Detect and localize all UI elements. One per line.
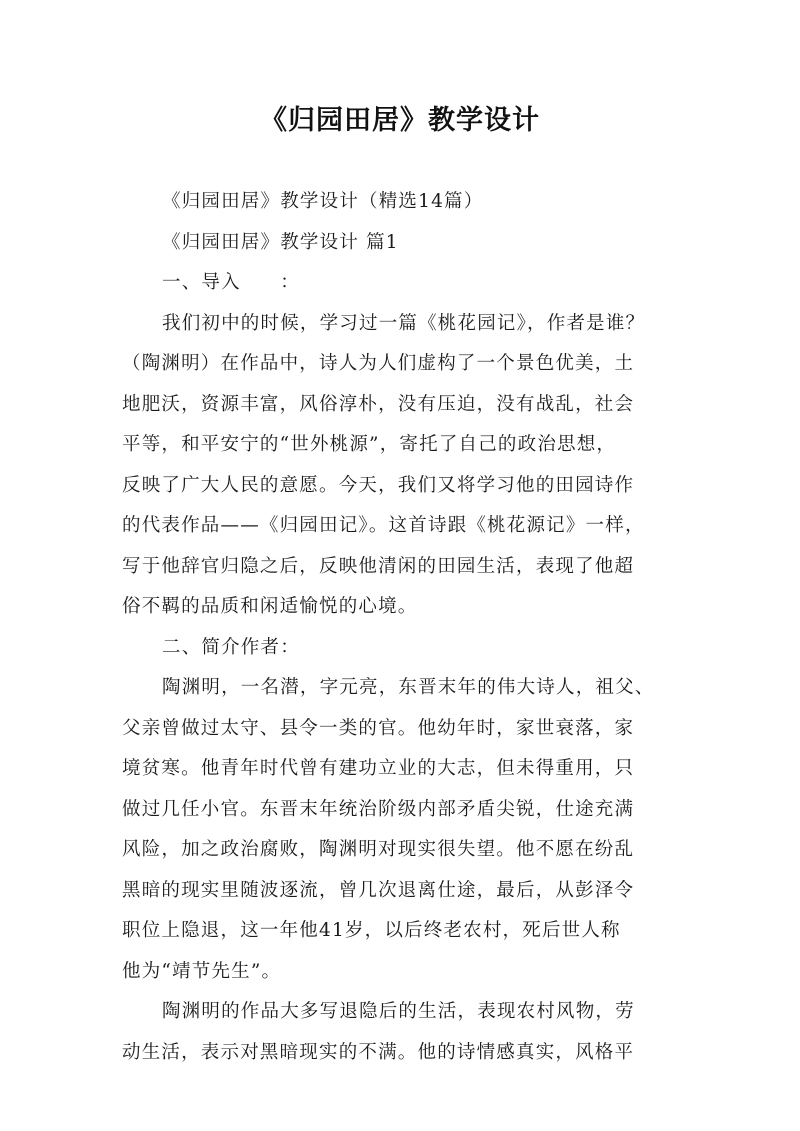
paragraph-line: 动生活，表示对黑暗现实的不满。他的诗情感真实，风格平 [122, 1041, 635, 1063]
document-title: 《归园田居》教学设计 [260, 105, 540, 136]
section-heading-line: 《归园田居》教学设计 篇1 [162, 231, 399, 253]
paragraph-line: 平等，和平安宁的“世外桃源”，寄托了自己的政治思想， [122, 434, 617, 455]
paragraph-line: 父亲曾做过太守、县令一类的官。他幼年时，家世衰落，家 [122, 717, 635, 739]
document-body [122, 182, 692, 1073]
paragraph-line: 我们初中的时候，学习过一篇《桃花园记》，作者是谁？ [162, 312, 646, 334]
paragraph-line: 反映了广大人民的意愿。今天，我们又将学习他的田园诗作 [122, 474, 635, 496]
heading-intro: 一、导入 ： [162, 272, 300, 293]
paragraph-line: 做过几任小官。东晋末年统治阶级内部矛盾尖锐，仕途充满 [122, 798, 635, 820]
paragraph-line: 职位上隐退，这一年他41岁，以后终老农村，死后世人称 [122, 920, 621, 941]
heading-author: 二、简介作者： [162, 636, 300, 658]
paragraph-line: 写于他辞官归隐之后，反映他清闲的田园生活，表现了他超 [122, 555, 635, 577]
paragraph-line: 黑暗的现实里随波逐流，曾几次退离仕途，最后，从彭泽令 [122, 879, 635, 901]
paragraph-line: 俗不羁的品质和闲适愉悦的心境。 [122, 596, 418, 617]
paragraph-line: 地肥沃，资源丰富，风俗淳朴，没有压迫，没有战乱，社会 [122, 393, 635, 415]
paragraph-line: 他为“靖节先生”。 [122, 960, 282, 982]
paragraph-line: 的代表作品——《归园田记》。这首诗跟《桃花源记》一样， [122, 515, 645, 536]
paragraph-line: 陶渊明的作品大多写退隐后的生活，表现农村风物，劳 [162, 1001, 635, 1022]
paragraph-line: 陶渊明，一名潜，字元亮，东晋末年的伟大诗人，祖父、 [162, 677, 655, 698]
paragraph-line: （陶渊明）在作品中，诗人为人们虚构了一个景色优美，土 [122, 353, 635, 374]
paragraph-line: 境贫寒。他青年时代曾有建功立业的大志，但未得重用，只 [122, 758, 635, 779]
subtitle-line: 《归园田居》教学设计（精选14篇） [162, 191, 484, 212]
paragraph-line: 风险，加之政治腐败，陶渊明对现实很失望。他不愿在纷乱 [122, 839, 635, 860]
